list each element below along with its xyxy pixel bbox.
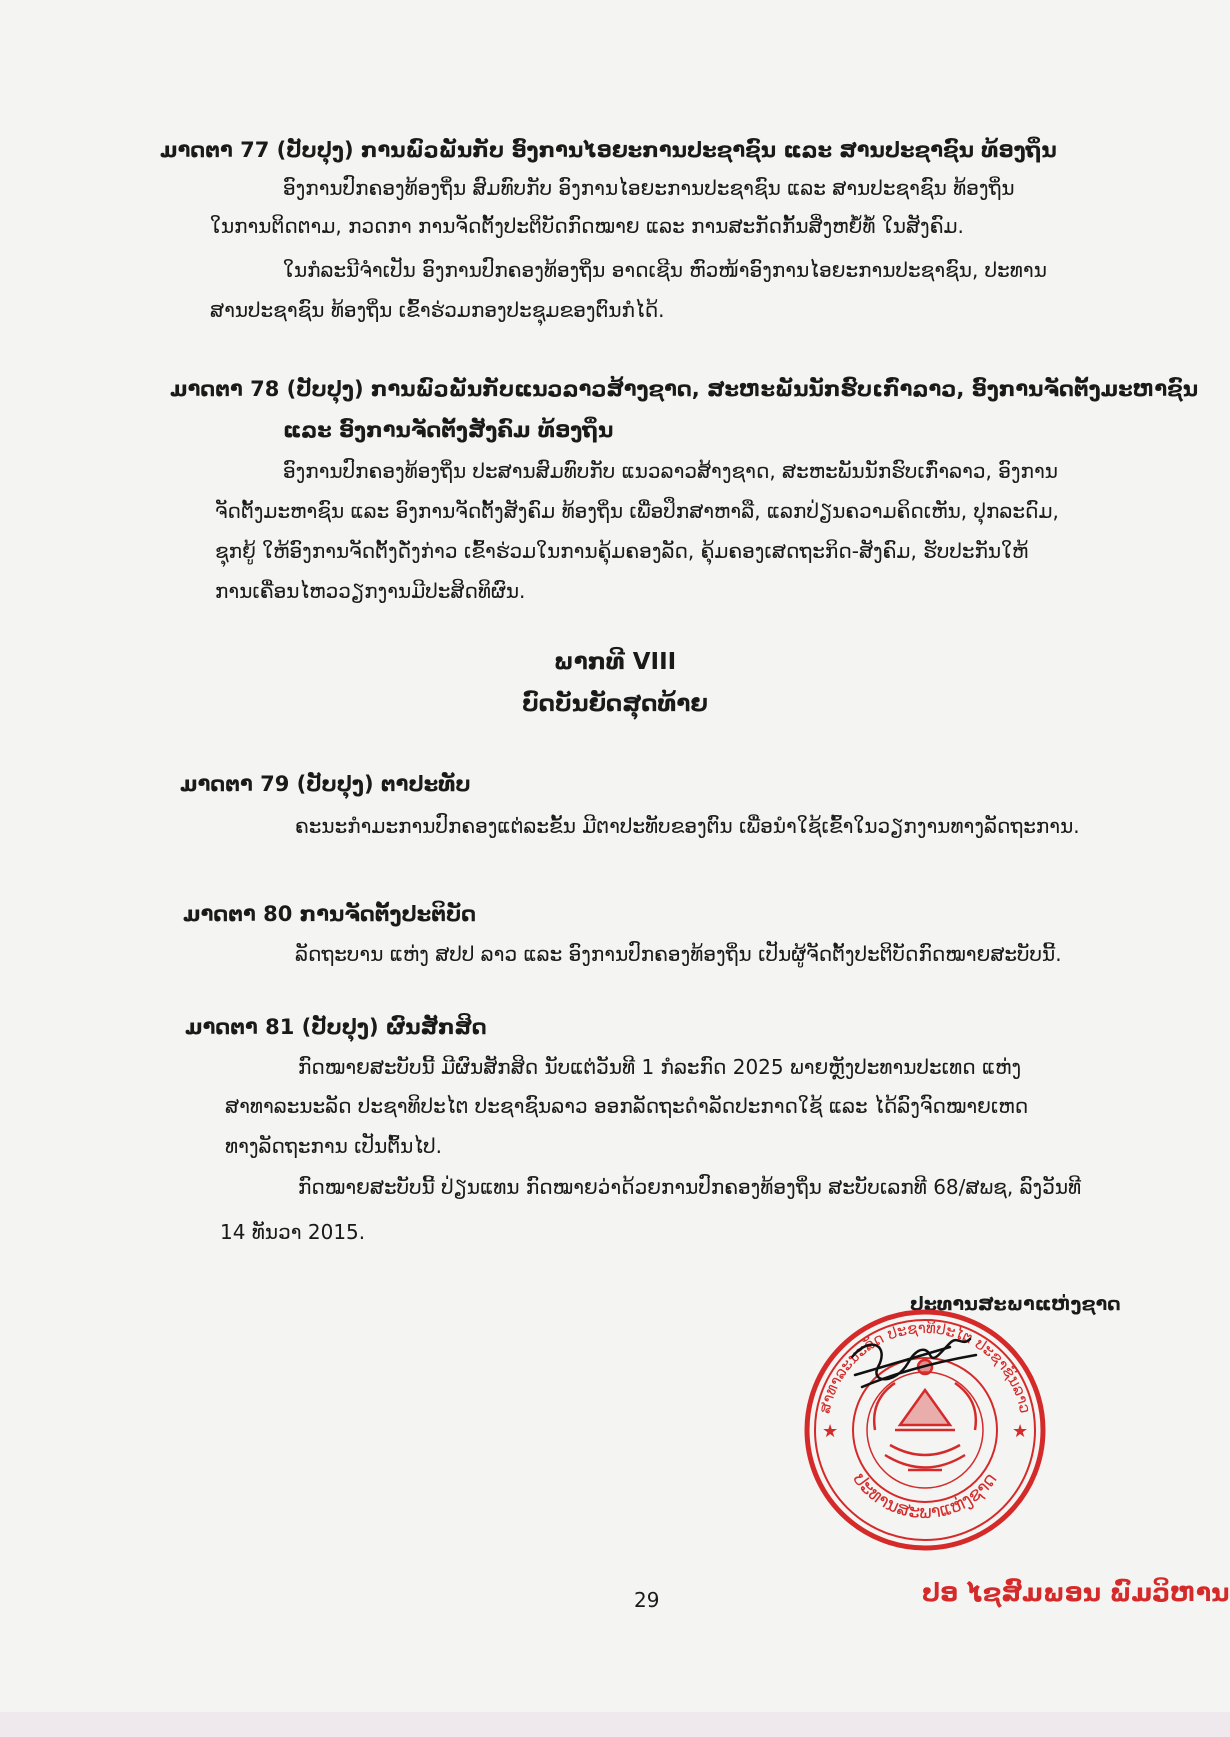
article-78-line-2: ຈັດຕັ້ງມະຫາຊົນ ແລະ ອົງການຈັດຕັ້ງສັງຄົມ ທ້ອງຖິ່ນ ເພື່ອປຶກສາຫາລື, ແລກປ່ຽນຄວາມຄິດເຫັນ, ປຸກລະດົມ,: [215, 499, 1059, 523]
article-78-heading: ມາດຕາ 78 (ປັບປຸງ) ການພົວພັນກັບແນວລາວສ້າງຊາດ, ສະຫະພັນນັກຮົບເກົ່າລາວ, ອົງການຈັດຕັ້ງມະຫາຊົນ: [170, 377, 1199, 401]
official-seal: [800, 1305, 1050, 1555]
article-80-line-1: ລັດຖະບານ ແຫ່ງ ສປປ ລາວ ແລະ ອົງການປົກຄອງທ້ອງຖິ່ນ ເປັນຜູ້ຈັດຕັ້ງປະຕິບັດກົດໝາຍສະບັບນີ້.: [295, 942, 1062, 966]
article-77-line-3: ໃນກໍລະນີຈໍາເປັນ ອົງການປົກຄອງທ້ອງຖິ່ນ ອາດເຊີນ ຫົວໜ້າອົງການໄອຍະການປະຊາຊົນ, ປະທານ: [283, 258, 1047, 282]
seal-bottom-text: ປະທານສະພາແຫ່ງຊາດ: [848, 1469, 1002, 1523]
page-number: 29: [634, 1588, 660, 1612]
article-81-line-3: ທາງລັດຖະການ ເປັນຕົ້ນໄປ.: [225, 1134, 443, 1158]
article-77-heading: ມາດຕາ 77 (ປັບປຸງ) ການພົວພັນກັບ ອົງການໄອຍະການປະຊາຊົນ ແລະ ສານປະຊາຊົນ ທ້ອງຖິ່ນ: [160, 138, 1057, 162]
article-79-line-1: ຄະນະກໍາມະການປົກຄອງແຕ່ລະຂັ້ນ ມີຕາປະທັບຂອງຕົນ ເພື່ອນໍາໃຊ້ເຂົ້າໃນວຽກງານທາງລັດຖະການ.: [295, 814, 1080, 838]
article-81-line-2: ສາທາລະນະລັດ ປະຊາທິປະໄຕ ປະຊາຊົນລາວ ອອກລັດຖະດໍາລັດປະກາດໃຊ້ ແລະ ໄດ້ລົງຈົດໝາຍເຫດ: [225, 1094, 1029, 1118]
scan-edge: [0, 1712, 1230, 1737]
part-subtitle: ບົດບັນຍັດສຸດທ້າຍ: [522, 691, 708, 717]
article-78-line-3: ຊຸກຍູ້ ໃຫ້ອົງການຈັດຕັ້ງດັ່ງກ່າວ ເຂົ້າຮ່ວມໃນການຄຸ້ມຄອງລັດ, ຄຸ້ມຄອງເສດຖະກິດ-ສັງຄົມ, ຮັບປະກັນໃຫ້: [215, 539, 1029, 563]
article-81-line-4: ກົດໝາຍສະບັບນີ້ ປ່ຽນແທນ ກົດໝາຍວ່າດ້ວຍການປົກຄອງທ້ອງຖິ່ນ ສະບັບເລກທີ 68/ສພຊ, ລົງວັນທີ: [298, 1175, 1082, 1199]
article-79-heading: ມາດຕາ 79 (ປັບປຸງ) ຕາປະທັບ: [180, 772, 471, 796]
article-77-line-2: ໃນການຕິດຕາມ, ກວດກາ ການຈັດຕັ້ງປະຕິບັດກົດໝາຍ ແລະ ການສະກັດກັ້ນສິ່ງຫຍໍ້ທໍ້ ໃນສັງຄົມ.: [210, 214, 964, 238]
part-title: ພາກທີ VIII: [553, 649, 677, 675]
seal-star-right-icon: ★: [1012, 1421, 1029, 1442]
seal-star-left-icon: ★: [822, 1421, 839, 1442]
article-77-line-1: ອົງການປົກຄອງທ້ອງຖິ່ນ ສົມທົບກັບ ອົງການໄອຍະການປະຊາຊົນ ແລະ ສານປະຊາຊົນ ທ້ອງຖິ່ນ: [283, 176, 1015, 200]
article-77-line-4: ສານປະຊາຊົນ ທ້ອງຖິ່ນ ເຂົ້າຮ່ວມກອງປະຊຸມຂອງຕົນກໍໄດ້.: [210, 298, 665, 322]
article-81-line-5: 14 ທັນວາ 2015.: [220, 1220, 366, 1244]
article-81-line-1: ກົດໝາຍສະບັບນີ້ ມີຜົນສັກສິດ ນັບແຕ່ວັນທີ 1 ກໍລະກົດ 2025 ພາຍຫຼັງປະທານປະເທດ ແຫ່ງ: [298, 1055, 1022, 1079]
signatory-title: ປະທານສະພາແຫ່ງຊາດ: [910, 1293, 1121, 1315]
seal-top-text: ສາທາລະນະລັດ ປະຊາທິປະໄຕ ປະຊາຊົນລາວ: [815, 1318, 1035, 1415]
article-78-line-1: ອົງການປົກຄອງທ້ອງຖິ່ນ ປະສານສົມທົບກັບ ແນວລາວສ້າງຊາດ, ສະຫະພັນນັກຮົບເກົ່າລາວ, ອົງການ: [283, 459, 1058, 483]
article-78-heading-cont: ແລະ ອົງການຈັດຕັ້ງສັງຄົມ ທ້ອງຖິ່ນ: [283, 418, 614, 442]
article-81-heading: ມາດຕາ 81 (ປັບປຸງ) ຜົນສັກສິດ: [185, 1015, 487, 1039]
article-80-heading: ມາດຕາ 80 ການຈັດຕັ້ງປະຕິບັດ: [183, 902, 477, 926]
signatory-name: ປອ ໄຊສົມພອນ ພົມວິຫານ: [922, 1578, 1230, 1607]
article-78-line-4: ການເຄື່ອນໄຫວວຽກງານມີປະສິດທິຜົນ.: [215, 579, 526, 603]
